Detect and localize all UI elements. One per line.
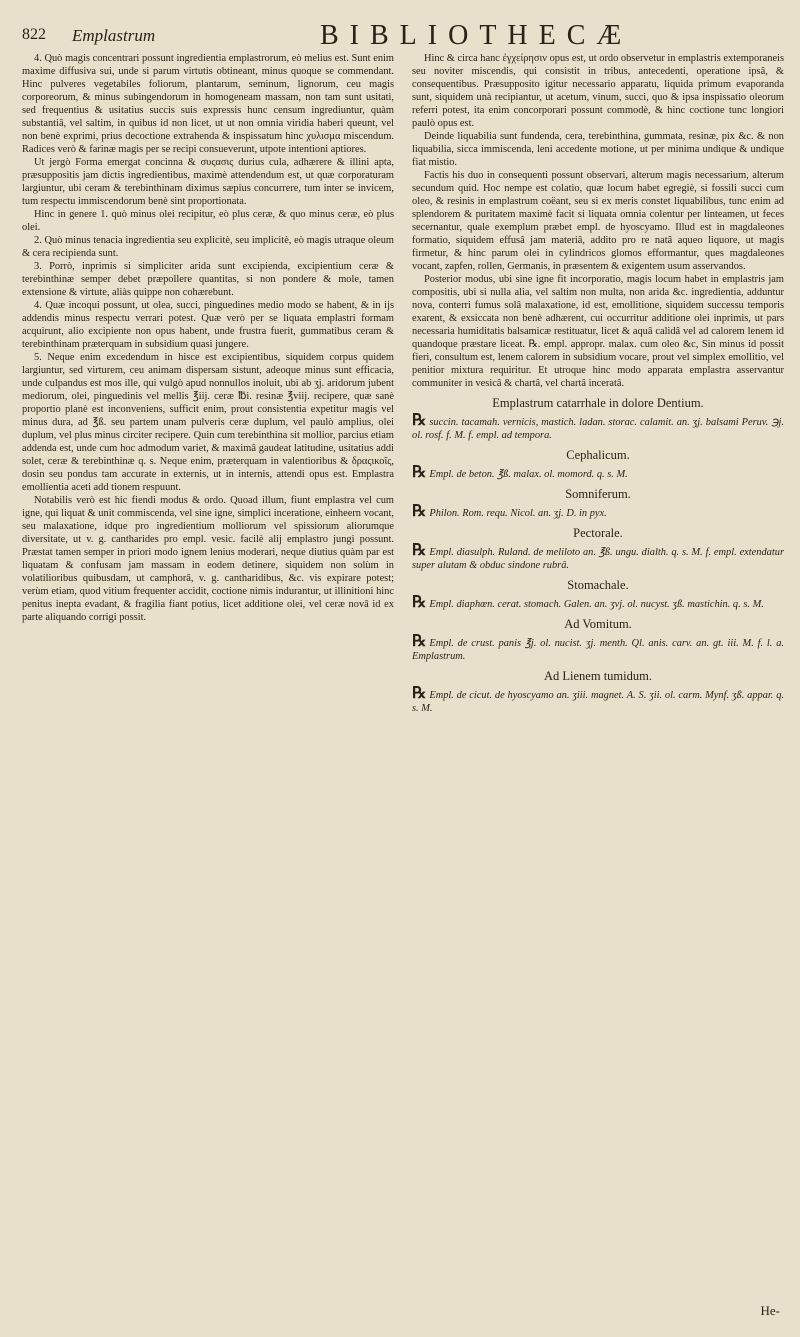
recipe-text (412, 505, 784, 520)
paragraph: 2. Quò minus tenacia ingredientia seu explicitè, seu implicitè, eò magis utraque oleum & cera recipienda sunt. (22, 235, 394, 259)
recipe-title: Pectorale. (573, 526, 623, 540)
recipe-symbol-icon: ℞ (412, 503, 427, 520)
recipe-body: Empl. de crust. panis ℥j. ol. nucist. ʒj. menth. Ql. anis. carv. an. gt. iii. M. f. l. a. Emplastrum. (412, 638, 784, 662)
paragraph: Factis his duo in consequenti possunt observari, alterum magis necessarium, alterum secundum quid. Hoc nempe est colatio, quæ locum habet egregiè, si fossili succi cum oleo, & resinis in emplastrum coëant, seu si ex meris constet liquabilibus, tunc enim ad splendorem & puritatem maximè facit si liquata omnia colentur per linteamen, ut feces secernantur, quale exemplum præbet empl. de hyoscyamo. Illud est in magdaleones formatio, siquidem effusâ jam materiâ, addito pro re natâ aqueo liquore, ut magis firmetur, & hinc parum olei in cylindricos glomos efformantur, ques magdaleones vocant, zapfen, rollen, Germanis, in præsentem & exigentem usum asservandos. (412, 170, 784, 272)
recipe-text (412, 596, 784, 611)
recipe-title: Somniferum. (565, 487, 631, 501)
recipe-text (412, 687, 784, 715)
recipe-body: Empl. de cicut. de hyoscyamo an. ʒiii. magnet. A. S. ʒii. ol. carm. Mynf. ʒß. appar. q. s. M. (412, 690, 784, 714)
recipe-symbol-icon: ℞ (412, 412, 427, 429)
paragraph: Notabilis verò est hic fiendi modus & ordo. Quoad illum, fiunt emplastra vel cum igne, qui liquat & unit commiscenda, vel sine igne, simplici inceratione, einheern vocant, seu malaxatione, idque pro ingredientium molliorum vel spissiorum aliorumque diversitate, ut v. g. cantharides pro empl. vesic. facilè alij emplastro jungi possunt. Præstat tamen semper in priori modo ignem lenius moderari, neque diutius quàm par est liquatam & confusam jam massam in eodem detinere, siquidem non solùm in volatilioribus quibusdam, ut camphorâ, v. g. cantharidibus, &c. vis expirare potest; verùm etiam, quod vitium frequenter accidit, coctione nimis indurantur, ut illinitioni hinc penitus inepta evadant, & fragilia fiant potius, licet additione olei, vel ceræ novâ id ex parte aliquando corrigi possit. (22, 495, 394, 623)
page-number: 822 (22, 26, 46, 43)
recipe-symbol-icon: ℞ (412, 633, 427, 650)
recipe-body: Empl. de beton. ℥ß. malax. ol. momord. q. s. M. (429, 469, 628, 480)
recipe-body: succin. tacamah. vernicis, mastich. ladan. storac. calamit. an. ʒj. balsami Peruv. ℈j. ol. rosf. f. M. f. empl. ad tempora. (412, 417, 784, 441)
text-columns (22, 52, 784, 721)
paragraph: 5. Neque enim excedendum in hisce est excipientibus, siquidem corpus quidem largiuntur, sed virturem, ceu animam dispersam sistunt, adeoque minus sunt efficacia, unde culpandus est mos ille, qui vulgò apud nonnullos inoluit, ubi ab ʒj. aridorum jubent mediorum, olei, pinguedinis vel mellis ℥iij. ceræ ℔i. resinæ ℥viij. recipere, quæ sanè proportio planè est inconveniens, sufficit enim, prout consistentia expetitur magis vel minus dura, ad ℥ß. seu partem unam pulveris ceræ duplum, vel paulò amplius, olei duplum, vel plus minus circiter recipere. Quin cum terebinthina sit mollior, parcius etiam addenda est, unde cum hoc admodum variet, & maximâ gaudeat latitudine, usitatius addi solet, ceræ & terebinthinæ q. s. Neque enim, præterquam in valentioribus & δραςικοῖς, dosin seu pondus tam accurate in externis, ut in internis, attendi opus est. Emplastra emollientia aceti add tionem respuunt. (22, 352, 394, 493)
recipe-symbol-icon: ℞ (412, 685, 427, 702)
paragraph: Hinc in genere 1. quò minus olei recipitur, eò plus ceræ, & quo minus ceræ, eò plus olei. (22, 209, 394, 233)
recipe-title: Cephalicum. (566, 448, 630, 462)
recipe-text (412, 635, 784, 663)
left-column (22, 52, 394, 721)
running-title: BIBLIOTHECÆ (320, 20, 633, 51)
recipe-title: Ad Lienem tumidum. (544, 669, 652, 683)
recipe-symbol-icon: ℞ (412, 542, 427, 559)
paragraph: 3. Porrò, inprimis si simpliciter arida sunt excipienda, excipientium ceræ & terebinthinæ semper debet præpollere quantitas, si non pondere & mole, tamen extensione & virtute, aliàs quippe non cohærebunt. (22, 261, 394, 298)
recipe-symbol-icon: ℞ (412, 464, 427, 481)
recipe-body: Empl. diaphœn. cerat. stomach. Galen. an. ʒvj. ol. nucyst. ʒß. mastichin. q. s. M. (429, 599, 764, 610)
recipe-symbol-icon: ℞ (412, 594, 427, 611)
paragraph: 4. Quò magis concentrari possunt ingredientia emplastrorum, eò melius est. Sunt enim maxime diffusiva sui, unde si parum virtutis obtineant, minus quoque se commendant. Hinc pulveres vegetabiles foliorum, plantarum, seminum, lignorum, ceu magis corporeorum, & minus subingendorum in homogeneam massam, non tam sunt usitati, sed frequentius & usitatius succis suis expressis hunc censum ingrediuntur, quàm substantiâ, vel saltim, in quibus id non licet, ut ut non omnia viridia haberi queunt, vel non benè exprimi, prius decoctione extrahenda & inspissatum hinc χυλισμα miscendum. Radices verò & farinæ magis per se recipi consueverunt, utpote intentioni aptiores. (22, 53, 394, 155)
recipe-text (412, 544, 784, 572)
paragraph: Ut jergò Forma emergat concinna & συςασις durius cula, adhærere & illini apta, præsuppositis jam dictis ingredientibus, maximè attendendum est, ut quæ corporaturam largiuntur, ubi ceram & terebinthinam diximus sæpius concurrere, tum inter se invicem, tum respectu immiscendorum benè sint proportionata. (22, 157, 394, 207)
catchword: He- (760, 1303, 780, 1318)
recipe-text (412, 466, 784, 481)
paragraph: Posterior modus, ubi sine igne fit incorporatio, magis locum habet in emplastris jam compositis, ubi si nulla alia, vel saltim non multa, non arida &c. ingredientia, adduntur nova, conterri fumus solâ malaxatione, id est, emollitione, siquidem successu temporis exarent, & exsiccata non benè adhærent, cui occurritur additione olei inprimis, ut pars necessaria humiditatis balsamicæ restituatur, licet & aquâ calidâ vel ad calorem lenem id quandoque præstare liceat. ℞. empl. appropr. malax. cum oleo &c, Sin minus id possit fieri, consultum est, lenem calorem in subsidium vocare, prout vel simplex emollitio, vel penitior mixtura requiritur. Et utroque hinc modo apparata emplastra asservantur communiter in vesicâ & chartâ, vel chartâ inceratâ. (412, 274, 784, 389)
right-column (412, 52, 784, 721)
recipe-body: Philon. Rom. requ. Nicol. an. ʒj. D. in pyx. (429, 508, 607, 519)
paragraph: Deinde liquabilia sunt fundenda, cera, terebinthina, gummata, resinæ, pix &c. & non liquabilia, sicca immiscenda, leni accedente motione, ut per minima undique & undique fiat mistio. (412, 131, 784, 168)
section-title: Emplastrum (72, 26, 156, 45)
recipe-title: Emplastrum catarrhale in dolore Dentium. (492, 396, 704, 410)
recipe-title: Stomachale. (567, 578, 629, 592)
paragraph: 4. Quæ incoqui possunt, ut olea, succi, pinguedines medio modo se habent, & in ijs addendis minus respectu verrari potest. Quæ verò per se liquata emplastri formam acquirunt, alio excipiente non opus habent, unde frustra fuerit, gummatibus ceram & terebinthinam præterquam in subsidium quasi jungere. (22, 300, 394, 350)
paragraph: Hinc & circa hanc ἐγχείρησιν opus est, ut ordo observetur in emplastris extemporaneis seu noviter miscendis, qui consistit in tribus, antecedenti, operatione ipsâ, & consequentibus. Præsupposito igitur necessario apparatu, liquida primum evaporanda sunt, siquidem unà recipiantur, ut acetum, vinum, succi, quo & ipsa inspissatio oleorum referri potest, ita enim concorporari possunt commodè, & hinc coctione tunc longiori paulò opus est. (412, 53, 784, 129)
recipe-text (412, 414, 784, 442)
recipe-body: Empl. diasulph. Ruland. de meliloto an. ℥ß. ungu. dialth. q. s. M. f. empl. extendatur super alutam & obduc sindone rubrâ. (412, 547, 784, 571)
page-header (22, 14, 786, 50)
recipe-title: Ad Vomitum. (564, 617, 632, 631)
